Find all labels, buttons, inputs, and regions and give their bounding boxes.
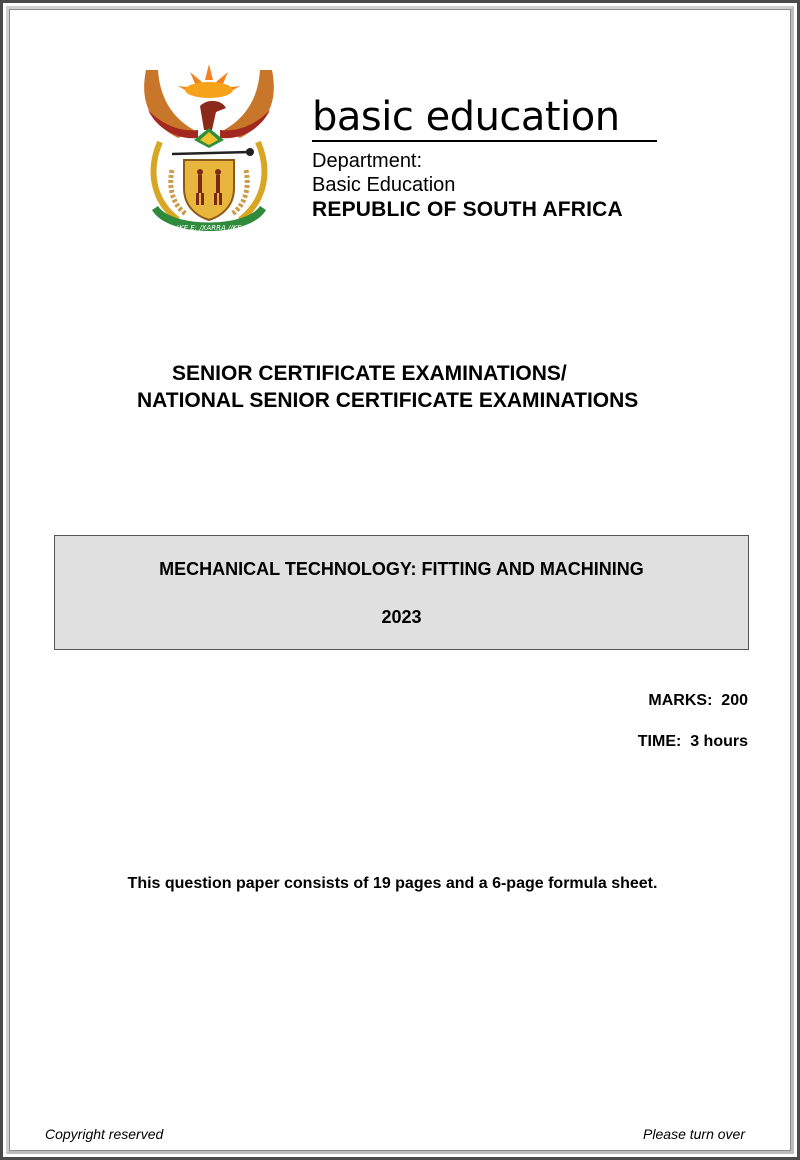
coat-of-arms-icon bbox=[138, 60, 280, 238]
department-label: Department: bbox=[312, 150, 423, 172]
subject-box bbox=[54, 535, 749, 650]
footer-copyright: Copyright reserved bbox=[45, 1126, 164, 1142]
page-count-note: This question paper consists of 19 pages and a 6-page formula sheet. bbox=[127, 875, 658, 892]
country-name: REPUBLIC OF SOUTH AFRICA bbox=[312, 198, 623, 221]
exam-title-line2: NATIONAL SENIOR CERTIFICATE EXAMINATIONS bbox=[137, 389, 639, 412]
time-allowed: TIME: 3 hours bbox=[637, 733, 748, 750]
svg-text:!KE E: /XARRA //KE: !KE E: /XARRA //KE bbox=[176, 224, 242, 232]
department-name bbox=[312, 149, 455, 197]
subject-title: MECHANICAL TECHNOLOGY: FITTING AND MACHINING bbox=[159, 559, 644, 579]
footer-turn-over: Please turn over bbox=[643, 1126, 745, 1142]
brand-title bbox=[312, 94, 620, 140]
brand-title-text: basic education bbox=[312, 94, 620, 140]
subject-year: 2023 bbox=[381, 607, 422, 627]
marks-total: MARKS: 200 bbox=[648, 692, 748, 709]
brand-divider bbox=[312, 140, 657, 142]
exam-title-line1: SENIOR CERTIFICATE EXAMINATIONS/ bbox=[172, 362, 567, 385]
department-value: Basic Education bbox=[312, 174, 456, 196]
